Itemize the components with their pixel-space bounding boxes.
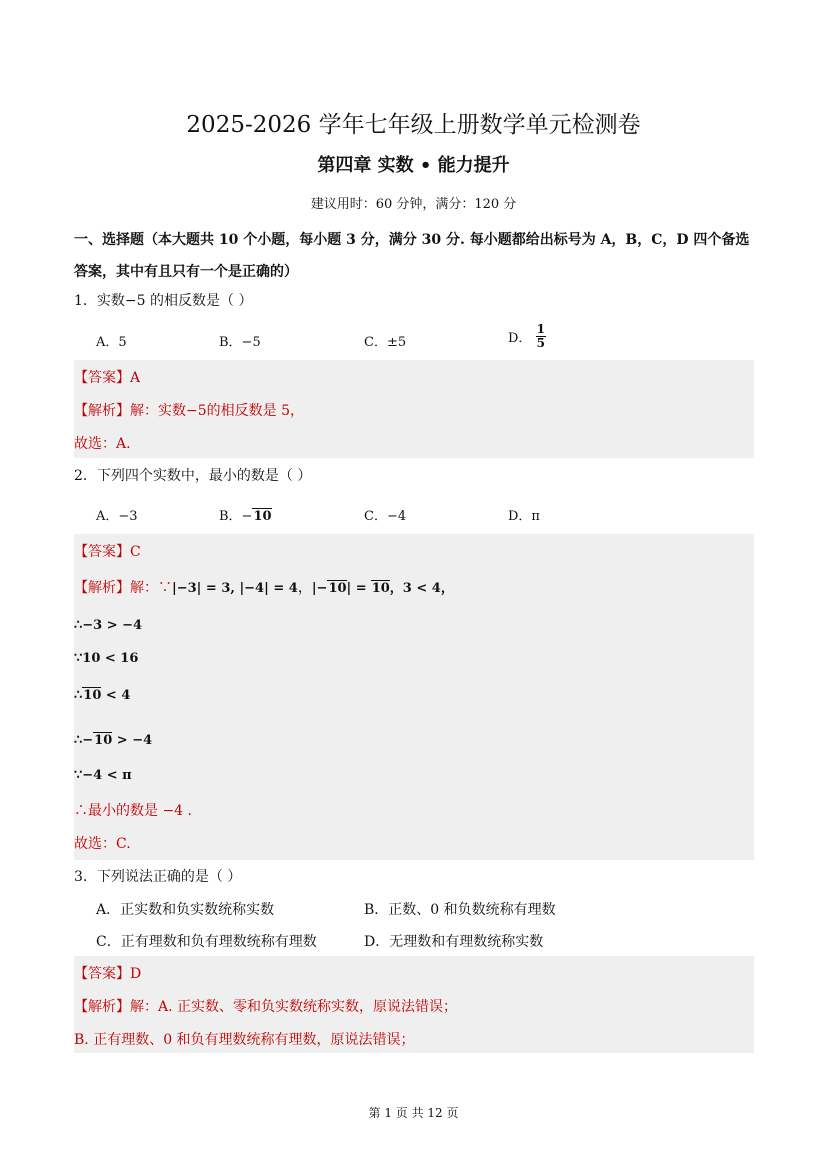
q2-answer-box xyxy=(74,534,754,860)
q2-option-d: D．π xyxy=(508,509,540,524)
question-3-stem: 3．下列说法正确的是（ ） xyxy=(74,869,242,885)
q1-option-a: A．5 xyxy=(96,335,127,350)
q1-choose-line: 故选：A. xyxy=(74,436,131,452)
q1-option-d-fraction xyxy=(536,323,546,350)
q2-conclusion: ∴最小的数是 −4 . xyxy=(74,803,192,819)
q1-analysis-line-1 xyxy=(74,400,304,420)
q2-step-2: ∵10 < 16 xyxy=(74,651,139,666)
q2-option-b xyxy=(219,505,272,524)
q2-option-b-radical: 10 xyxy=(253,509,272,524)
section-heading: 一、选择题（本大题共 10 个小题，每小题 3 分，满分 30 分. 每小题都给出标号为 A，B，C，D 四个备选答案，其中有且只有一个是正确的） xyxy=(74,232,750,280)
page-footer: 第 1 页 共 12 页 xyxy=(368,1106,459,1120)
q2-step-4-prefix: ∴− xyxy=(74,733,94,748)
answer-tag: 【答案】 xyxy=(74,544,130,560)
answer-tag: 【答案】 xyxy=(74,966,130,982)
q2-step-4-suffix: > −4 xyxy=(112,733,153,748)
q2-abs-sqrt-open: |− xyxy=(311,581,328,596)
q2-step-4-radical: 10 xyxy=(94,733,113,748)
q1-answer: A xyxy=(130,370,141,386)
q3-analysis-text: 解：A. 正实数、零和负实数统称实数，原说法错误； xyxy=(130,999,458,1015)
q3-analysis-line-2: B. 正有理数、0 和负有理数统称有理数，原说法错误； xyxy=(74,1032,415,1048)
analysis-tag: 【解析】 xyxy=(74,580,130,596)
q2-sqrt-result: 10 xyxy=(371,581,390,596)
q2-option-c: C．−4 xyxy=(364,509,407,524)
q2-abs-sqrt-close: | = xyxy=(346,581,367,596)
question-2-stem: 2．下列四个实数中，最小的数是（ ） xyxy=(74,468,312,484)
q3-option-d: D．无理数和有理数统称实数 xyxy=(364,934,544,950)
q1-option-d-label: D． xyxy=(508,331,532,346)
q2-option-b-label: B．− xyxy=(219,509,253,524)
q2-answer: C xyxy=(130,544,141,560)
q2-answer-line xyxy=(74,541,141,561)
q2-analysis-since: 解：∵ xyxy=(130,580,172,596)
q2-separator: ， xyxy=(297,580,312,596)
q2-step-1: ∴−3 > −4 xyxy=(74,618,143,633)
chapter-subtitle: 第四章 实数 • 能力提升 xyxy=(317,155,510,176)
q3-answer-line xyxy=(74,963,141,983)
q1-option-b: B．−5 xyxy=(219,335,261,350)
q1-answer-line xyxy=(74,367,140,387)
q2-step-3-suffix: < 4 xyxy=(101,688,131,703)
q2-option-a: A．−3 xyxy=(96,509,138,524)
q2-step-3-radical: 10 xyxy=(83,688,102,703)
fraction-numerator: 1 xyxy=(536,322,545,336)
q1-option-c: C．±5 xyxy=(364,335,407,350)
q3-option-c: C．正有理数和负有理数统称有理数 xyxy=(96,934,317,950)
q2-choose-line: 故选：C. xyxy=(74,836,131,852)
q3-answer-box xyxy=(74,956,754,1053)
q1-answer-box xyxy=(74,360,754,458)
answer-tag: 【答案】 xyxy=(74,370,130,386)
q2-abs-values: |−3| = 3, |−4| = 4 xyxy=(172,581,298,596)
q2-compare: ，3 < 4， xyxy=(389,581,454,596)
q3-option-a: A．正实数和负实数统称实数 xyxy=(96,902,275,918)
q2-step-3 xyxy=(74,688,130,703)
q2-step-5: ∵−4 < π xyxy=(74,768,132,783)
q2-step-3-prefix: ∴ xyxy=(74,688,83,703)
q2-step-4 xyxy=(74,733,152,748)
analysis-tag: 【解析】 xyxy=(74,999,130,1015)
question-1-stem: 1．实数−5 的相反数是（ ） xyxy=(74,293,253,309)
fraction-denominator: 5 xyxy=(536,336,545,350)
q2-analysis-line-1 xyxy=(74,577,454,597)
q3-analysis-line-1 xyxy=(74,996,457,1016)
document-title: 2025-2026 学年七年级上册数学单元检测卷 xyxy=(186,112,641,138)
q3-option-b: B．正数、0 和负数统称有理数 xyxy=(364,902,556,918)
time-and-score-note: 建议用时：60 分钟，满分：120 分 xyxy=(310,197,517,212)
analysis-tag: 【解析】 xyxy=(74,403,130,419)
q1-option-d xyxy=(508,323,546,350)
q3-answer: D xyxy=(130,966,142,982)
q1-analysis-text: 解：实数−5的相反数是 5， xyxy=(130,403,304,419)
q2-abs-sqrt-rad: 10 xyxy=(328,581,347,596)
